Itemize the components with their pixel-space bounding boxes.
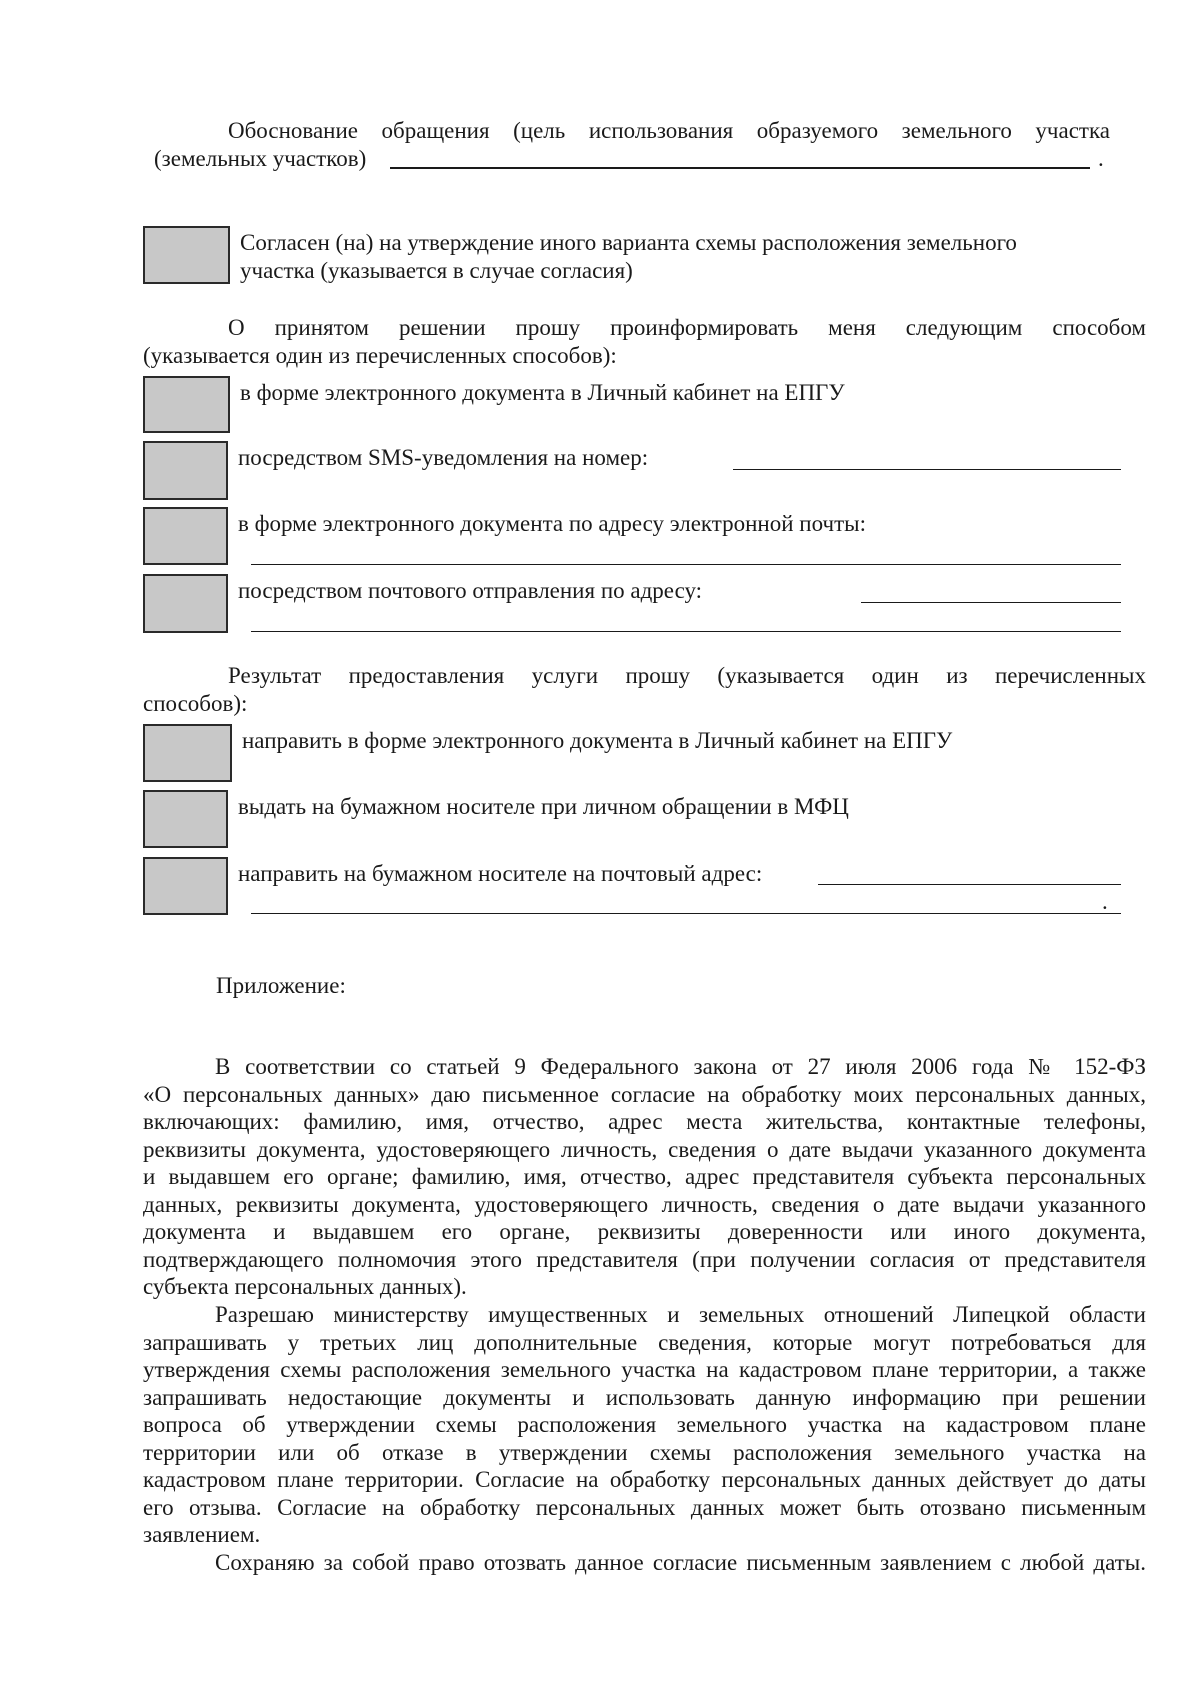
consent-p1-line: субъекта персональных данных). [143,1274,467,1299]
consent-p2-line: утверждения схемы расположения земельного участка на кадастровом плане территории, а также [143,1357,1146,1382]
notify-epgu-label: в форме электронного документа в Личный кабинет на ЕПГУ [240,380,845,405]
notify-email-checkbox[interactable] [143,507,228,565]
result-intro-line-2: способов): [143,691,248,716]
notify-intro-line-2: (указывается один из перечисленных способов): [143,343,617,368]
result-post-checkbox[interactable] [143,857,228,915]
consent-p1-line: включающих: фамилию, имя, отчество, адрес места жительства, контактные телефоны, [143,1109,1146,1134]
justification-line-1: Обоснование обращения (цель использования образуемого земельного участка [228,118,1110,143]
consent-p2-line: запрашивать недостающие документы и использовать данную информацию при решении [143,1384,1146,1410]
result-address-end: . [1102,889,1108,914]
consent-p2-line: вопроса об утверждении схемы расположения земельного участка на кадастровом плане [143,1412,1146,1437]
notify-sms-checkbox[interactable] [143,441,228,500]
consent-p2-line: территории или об отказе в утверждении схемы расположения земельного участка на [143,1439,1146,1465]
consent-paragraph-3 [143,1549,1146,1577]
consent-p1-line: документа и выдавшем его органе, реквизиты доверенности или иного документа, [143,1219,1146,1244]
result-mfc-checkbox[interactable] [143,790,228,848]
consent-p1-line: и выдавшем его органе; фамилию, имя, отчество, адрес представителя субъекта персональных [143,1164,1146,1189]
email-input-line[interactable] [251,564,1121,565]
consent-paragraph-1 [143,1053,1146,1301]
result-epgu-label: направить в форме электронного документа в Личный кабинет на ЕПГУ [242,728,953,753]
consent-p1-line: подтверждающего полномочия этого представителя (при получении согласия от представителя [143,1246,1146,1272]
notify-intro-line-1: О принятом решении прошу проинформировать меня следующим способом [228,315,1146,340]
consent-p2-line: запрашивать у третьих лиц дополнительные сведения, которые могут потребоваться для [143,1329,1146,1355]
result-mfc-label: выдать на бумажном носителе при личном обращении в МФЦ [238,794,849,819]
notify-epgu-checkbox[interactable] [143,376,230,433]
consent-p1-line: данных, реквизиты документа, удостоверяющего личность, сведения о дате выдачи указанного [143,1191,1146,1217]
result-address-input-line-2[interactable] [251,913,1121,914]
sms-phone-input-line[interactable] [733,469,1121,470]
agree-alt-scheme-line-1: Согласен (на) на утверждение иного варианта схемы расположения земельного [240,230,1017,255]
post-address-input-line-1[interactable] [861,602,1121,603]
attachment-label: Приложение: [216,973,346,998]
consent-p1-line: В соответствии со статьей 9 Федерального закона от 27 июля 2006 года № 152-ФЗ [215,1054,1146,1079]
result-address-input-line-1[interactable] [818,884,1121,885]
consent-p2-line: кадастровом плане территории. Согласие на обработку персональных данных действует до даты [143,1467,1146,1492]
consent-p1-line: «О персональных данных» даю письменное согласие на обработку моих персональных данных, [143,1081,1146,1107]
consent-p2-line: его отзыва. Согласие на обработку персональных данных может быть отозвано письменным [143,1494,1146,1520]
agree-alt-scheme-line-2: участка (указывается в случае согласия) [240,258,633,283]
result-epgu-checkbox[interactable] [143,724,232,782]
justification-input-line[interactable] [390,167,1090,169]
consent-p2-line: Разрешаю министерству имущественных и земельных отношений Липецкой области [215,1302,1146,1327]
post-address-input-line-2[interactable] [251,631,1121,632]
justification-line-2: (земельных участков) [154,146,367,171]
consent-p3-line: Сохраняю за собой право отозвать данное согласие письменным заявлением с любой даты. [215,1550,1146,1575]
notify-post-checkbox[interactable] [143,574,228,633]
result-post-label: направить на бумажном носителе на почтовый адрес: [238,861,763,886]
justification-end: . [1098,146,1104,171]
result-intro-line-1: Результат предоставления услуги прошу (указывается один из перечисленных [228,663,1146,688]
consent-paragraph-2 [143,1301,1146,1549]
notify-email-label: в форме электронного документа по адресу электронной почты: [238,511,866,536]
consent-p1-line: реквизиты документа, удостоверяющего личность, сведения о дате выдачи указанного документа [143,1136,1146,1162]
notify-post-label: посредством почтового отправления по адресу: [238,578,703,603]
consent-p2-line: заявлением. [143,1522,261,1547]
agree-alt-scheme-checkbox[interactable] [143,226,230,284]
notify-sms-label: посредством SMS-уведомления на номер: [238,445,649,470]
